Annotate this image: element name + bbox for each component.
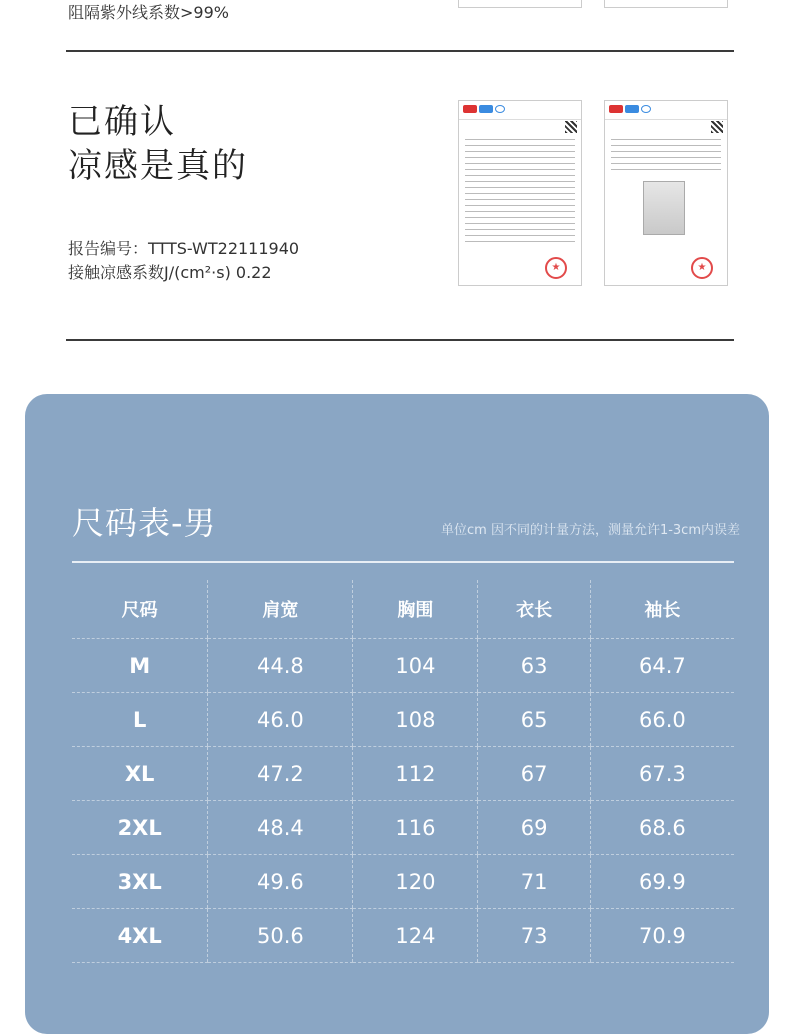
table-row xyxy=(72,855,734,909)
cell-length: 71 xyxy=(478,855,590,909)
table-row xyxy=(72,801,734,855)
cma-logo-icon xyxy=(463,105,477,113)
cell-size: 4XL xyxy=(72,909,208,963)
cell-sleeve: 68.6 xyxy=(590,801,734,855)
ilac-logo-icon xyxy=(479,105,493,113)
report-table-lines xyxy=(611,139,721,175)
section-divider-bottom xyxy=(66,339,734,341)
cell-sleeve: 66.0 xyxy=(590,693,734,747)
cma-logo-icon xyxy=(609,105,623,113)
cell-sleeve: 67.3 xyxy=(590,747,734,801)
qr-code-icon xyxy=(565,121,577,133)
cell-length: 63 xyxy=(478,639,590,693)
cell-length: 73 xyxy=(478,909,590,963)
cooling-coefficient: 接触凉感系数J/(cm²·s) 0.22 xyxy=(68,263,272,282)
cell-chest: 104 xyxy=(353,639,478,693)
cell-size: XL xyxy=(72,747,208,801)
report-peek-right xyxy=(604,0,728,8)
cell-sleeve: 64.7 xyxy=(590,639,734,693)
cell-shoulder: 46.0 xyxy=(208,693,353,747)
cell-chest: 116 xyxy=(353,801,478,855)
cell-shoulder: 50.6 xyxy=(208,909,353,963)
cell-shoulder: 48.4 xyxy=(208,801,353,855)
report-peek-left xyxy=(458,0,582,8)
cell-size: L xyxy=(72,693,208,747)
cell-shoulder: 49.6 xyxy=(208,855,353,909)
cell-shoulder: 44.8 xyxy=(208,639,353,693)
cell-size: M xyxy=(72,639,208,693)
cnas-logo-icon xyxy=(641,105,651,113)
cell-shoulder: 47.2 xyxy=(208,747,353,801)
qr-code-icon xyxy=(711,121,723,133)
uv-block-text: 阻隔紫外线系数>99% xyxy=(68,3,229,22)
cell-size: 3XL xyxy=(72,855,208,909)
size-chart-title: 尺码表-男 xyxy=(72,504,217,542)
section-divider-top xyxy=(66,50,734,52)
garment-photo xyxy=(643,181,685,235)
cnas-logo-icon xyxy=(495,105,505,113)
cell-length: 65 xyxy=(478,693,590,747)
table-row xyxy=(72,909,734,963)
table-row xyxy=(72,693,734,747)
header-sleeve: 袖长 xyxy=(590,580,734,639)
size-chart-note: 单位cm 因不同的计量方法，测量允许1-3cm内误差 xyxy=(441,523,740,538)
header-size: 尺码 xyxy=(72,580,208,639)
cell-size: 2XL xyxy=(72,801,208,855)
cell-sleeve: 69.9 xyxy=(590,855,734,909)
table-row xyxy=(72,639,734,693)
headline-confirmed: 已确认 xyxy=(68,102,176,142)
cell-length: 69 xyxy=(478,801,590,855)
red-seal-stamp-icon: ★ xyxy=(691,257,713,279)
table-row xyxy=(72,747,734,801)
size-table xyxy=(72,580,734,963)
size-table-header-row xyxy=(72,580,734,639)
cell-chest: 108 xyxy=(353,693,478,747)
cell-sleeve: 70.9 xyxy=(590,909,734,963)
headline-cooling-real: 凉感是真的 xyxy=(68,146,248,186)
red-seal-stamp-icon: ★ xyxy=(545,257,567,279)
cell-chest: 120 xyxy=(353,855,478,909)
ilac-logo-icon xyxy=(625,105,639,113)
header-chest: 胸围 xyxy=(353,580,478,639)
header-length: 衣长 xyxy=(478,580,590,639)
report-number: 报告编号：TTTS-WT22111940 xyxy=(68,239,300,258)
report-table-lines xyxy=(465,139,575,247)
cell-chest: 124 xyxy=(353,909,478,963)
header-shoulder: 肩宽 xyxy=(208,580,353,639)
cell-chest: 112 xyxy=(353,747,478,801)
cell-length: 67 xyxy=(478,747,590,801)
size-chart-divider xyxy=(72,561,734,563)
test-report-page-2 xyxy=(604,100,728,286)
test-report-page-1 xyxy=(458,100,582,286)
